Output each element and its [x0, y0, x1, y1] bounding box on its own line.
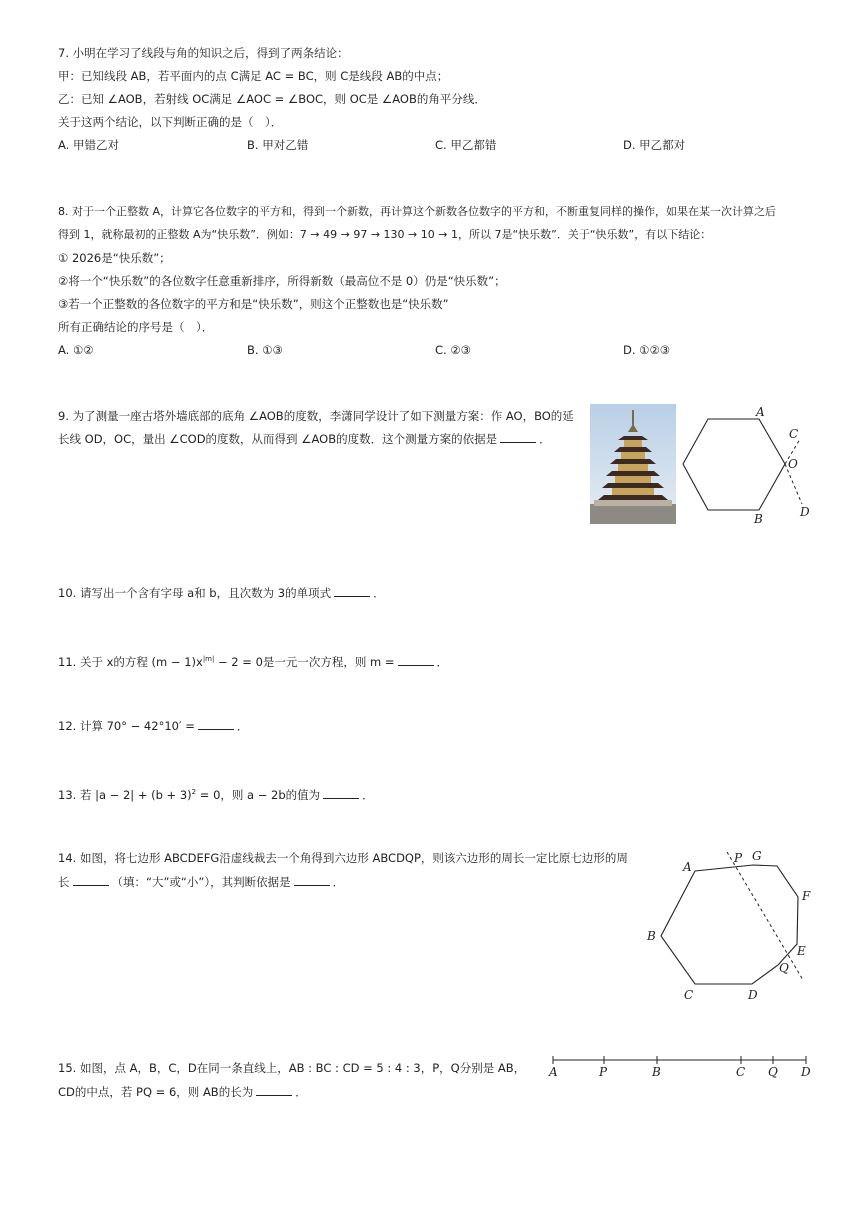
q8-option-d[interactable]: D. ①②③	[623, 343, 671, 357]
q8-stem-line1: 8. 对于一个正整数 A，计算它各位数字的平方和，得到一个新数，再计算这个新数各位数字的平方和，不断重复同样的操作，如果在某一次计算之后	[58, 205, 777, 218]
q8-conclusion-1: ① 2026是“快乐数”；	[58, 251, 171, 265]
q14-label-c: C	[684, 988, 694, 1002]
q15-label-a: A	[549, 1065, 558, 1079]
q14-text-b: （填：“大”或“小”），其判断依据是	[111, 875, 291, 889]
q14-stem-line1: 14. 如图，将七边形 ABCDEFG沿虚线裁去一个角得到六边形 ABCDQP，则该六边形的周长一定比原七边形的周	[58, 851, 628, 865]
q9-stem-line1: 9. 为了测量一座古塔外墙底部的底角 ∠AOB的度数，李潇同学设计了如下测量方案：作 AO，BO的延	[58, 409, 574, 423]
q13-answer-blank[interactable]	[323, 788, 359, 799]
q13-exponent: 2	[191, 788, 197, 796]
q14-label-b: B	[647, 929, 656, 943]
q12-answer-blank[interactable]	[198, 719, 234, 730]
q7-statement-jia: 甲：已知线段 AB，若平面内的点 C满足 AC = BC，则 C是线段 AB的中点；	[58, 69, 449, 83]
q12-end: ．	[236, 719, 249, 733]
q15-end: ．	[295, 1085, 307, 1099]
q14-label-p: P	[734, 851, 743, 865]
q14-label-e: E	[797, 944, 806, 958]
q15-stem-line2	[58, 1084, 307, 1100]
q9-label-d: D	[800, 505, 810, 519]
q9-label-a: A	[756, 405, 765, 419]
q15-label-c: C	[736, 1065, 746, 1079]
q14-end: ．	[332, 875, 345, 889]
q7-option-c[interactable]: C. 甲乙都错	[435, 138, 497, 152]
q7-option-b[interactable]: B. 甲对乙错	[247, 138, 309, 152]
q8-conclusion-2: ②将一个“快乐数”的各位数字任意重新排序，所得新数（最高位不是 0）仍是“快乐数”；	[58, 274, 506, 288]
q7-option-a[interactable]: A. 甲错乙对	[58, 138, 119, 152]
q8-option-a[interactable]: A. ①②	[58, 343, 94, 357]
q14-stem-line2	[58, 874, 344, 890]
q8-conclusion-3: ③若一个正整数的各位数字的平方和是“快乐数”，则这个正整数也是“快乐数”	[58, 297, 449, 311]
q7-stem: 7. 小明在学习了线段与角的知识之后，得到了两条结论：	[58, 46, 349, 60]
q14-label-g: G	[752, 849, 762, 863]
q9-hexagon	[683, 419, 785, 510]
q11-end: ．	[436, 654, 449, 669]
q15-text: CD的中点，若 PQ = 6，则 AB的长为	[58, 1085, 254, 1099]
q15-line-figure	[543, 1050, 818, 1082]
pagoda-photo	[590, 404, 676, 524]
q8-stem-line2: 得到 1，就称最初的正整数 A为“快乐数”．例如：7 → 49 → 97 → 130 → 10 → 1，所以 7是“快乐数”．关于“快乐数”，有以下结论：	[58, 228, 712, 241]
q13-text-2: = 0，则 a − 2b的值为	[196, 787, 321, 802]
q14-text-a: 长	[58, 875, 70, 889]
q14-heptagon-figure	[640, 842, 815, 1002]
q9-label-c: C	[789, 427, 799, 441]
q14-answer-blank-1[interactable]	[73, 875, 109, 886]
q14-answer-blank-2[interactable]	[294, 875, 330, 886]
q13-end: ．	[362, 787, 374, 802]
q9-stem-line2-text: 长线 OD，OC，量出 ∠COD的度数，从而得到 ∠AOB的度数．这个测量方案的依据是	[58, 432, 498, 446]
q14-label-f: F	[802, 889, 811, 903]
q10-answer-blank[interactable]	[334, 586, 370, 597]
q13-stem	[58, 784, 374, 803]
q8-option-c[interactable]: C. ②③	[435, 343, 471, 357]
q11-stem	[58, 651, 448, 670]
q7-statement-yi: 乙：已知 ∠AOB，若射线 OC满足 ∠AOC = ∠BOC，则 OC是 ∠AOB的角平分线．	[58, 92, 486, 106]
q15-answer-blank[interactable]	[256, 1085, 292, 1096]
q11-text-2: − 2 = 0是一元一次方程，则 m =	[214, 654, 395, 669]
q14-label-a: A	[683, 860, 692, 874]
q12-text: 12. 计算 70° − 42°10′ =	[58, 719, 195, 733]
q14-label-d: D	[748, 988, 758, 1002]
q8-option-b[interactable]: B. ①③	[247, 343, 283, 357]
q9-stem-line2	[58, 431, 551, 447]
q13-text: 13. 若 |a − 2| + (b + 3)	[58, 787, 192, 802]
q10-end: ．	[373, 586, 385, 600]
q9-stem-end: ．	[539, 432, 551, 446]
q14-label-q: Q	[779, 961, 789, 975]
q10-text: 10. 请写出一个含有字母 a和 b，且次数为 3的单项式	[58, 586, 332, 600]
q14-cut-line	[727, 852, 803, 980]
q8-question: 所有正确结论的序号是（ ）．	[58, 320, 214, 334]
q14-heptagon	[661, 865, 798, 984]
q11-text: 11. 关于 x的方程 (m − 1)x	[58, 654, 203, 669]
q15-stem-line1: 15. 如图，点 A，B，C，D在同一条直线上，AB : BC : CD = 5 : 4 : 3，P，Q分别是 AB，	[58, 1061, 526, 1075]
q9-hexagon-figure	[676, 400, 821, 528]
q15-label-b: B	[652, 1065, 661, 1079]
q11-answer-blank[interactable]	[398, 655, 434, 666]
q15-label-d: D	[801, 1065, 811, 1079]
q15-label-q: Q	[768, 1065, 778, 1079]
q7-question: 关于这两个结论，以下判断正确的是（ ）．	[58, 115, 283, 129]
q15-label-p: P	[599, 1065, 608, 1079]
q11-exponent: |m|	[202, 655, 215, 663]
q9-label-b: B	[754, 512, 763, 526]
q10-stem	[58, 585, 385, 601]
q7-option-d[interactable]: D. 甲乙都对	[623, 138, 686, 152]
q9-label-o: O	[788, 457, 798, 471]
q12-stem	[58, 718, 248, 734]
q9-answer-blank[interactable]	[500, 432, 536, 443]
